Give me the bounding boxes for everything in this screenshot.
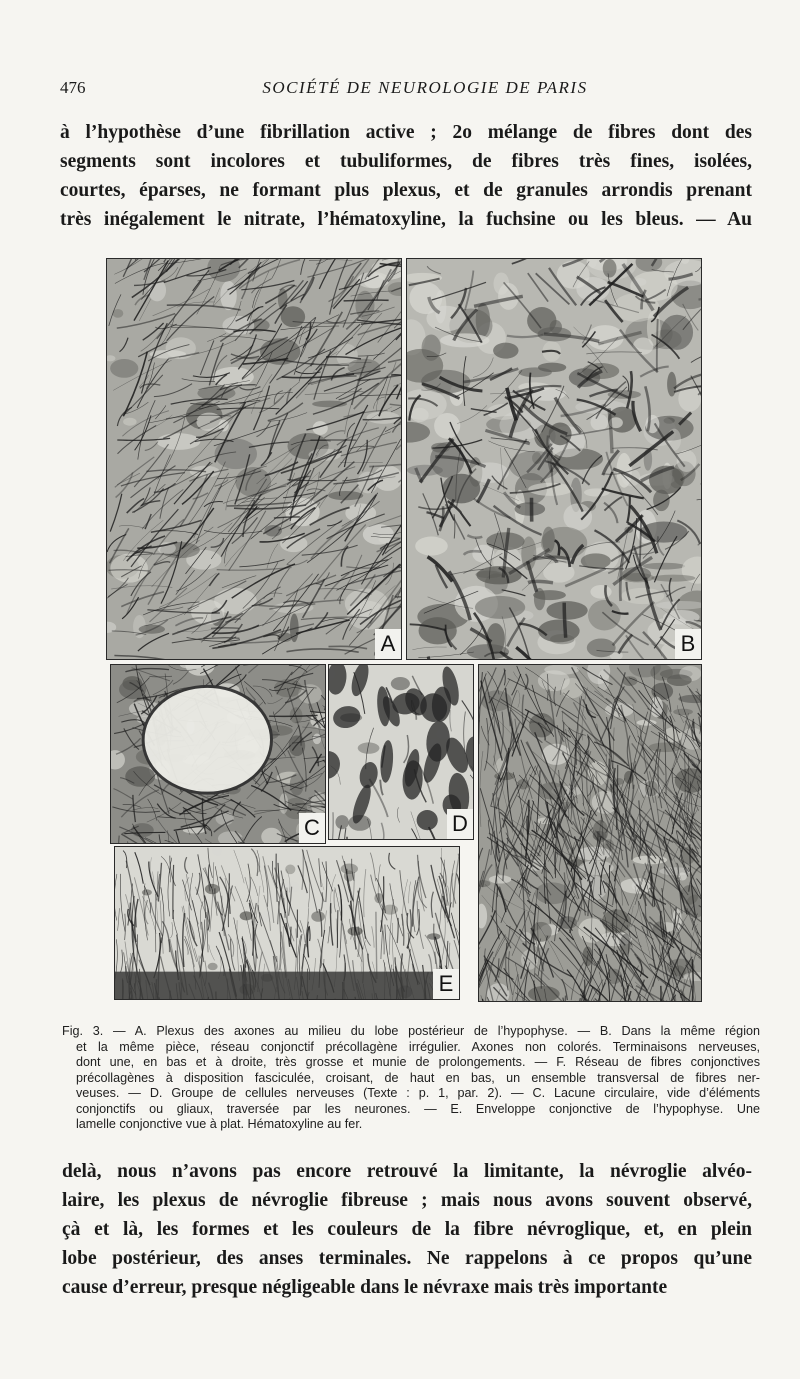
body-paragraph-top <box>60 118 752 234</box>
panel-label-b: B <box>675 629 701 659</box>
caption-line: lamelle conjonctive vue à plat. Hématoxyline au fer. <box>76 1117 363 1131</box>
caption-line: Fig. 3. — A. Plexus des axones au milieu du lobe postérieur de l’hypophyse. — B. Dans la même région <box>62 1024 760 1038</box>
micrograph-f-image <box>479 665 701 1001</box>
micrograph-panel-a <box>106 258 402 660</box>
caption-line: conjonctifs ou gliaux, traversée par les neurones. — E. Enveloppe conjonctive de l’hypophyse. Une <box>76 1101 760 1116</box>
text-line: courtes, éparses, ne formant plus plexus, et de granules arrondis prenant <box>60 180 752 201</box>
micrograph-panel-b <box>406 258 702 660</box>
text-line: segments sont incolores et tubuliformes, de fibres très fines, isolées, <box>60 151 752 172</box>
micrograph-c-image <box>111 665 325 843</box>
caption-line: veuses. — D. Groupe de cellules nerveuses (Texte : p. 1, par. 2). — C. Lacune circulaire, vide d’éléments <box>76 1086 760 1100</box>
figure-caption <box>62 1024 760 1133</box>
text-line: cause d’erreur, presque négligeable dans le névraxe mais très importante <box>62 1277 668 1298</box>
page-number: 476 <box>60 78 86 97</box>
text-line: delà, nous n’avons pas encore retrouvé la limitante, la névroglie alvéo- <box>62 1161 752 1182</box>
micrograph-panel-f <box>478 664 702 1002</box>
text-line: très inégalement le nitrate, l’hématoxyline, la fuchsine ou les bleus. — Au <box>60 209 752 230</box>
text-line: laire, les plexus de névroglie fibreuse ; mais nous avons souvent observé, <box>62 1190 752 1211</box>
micrograph-b-image <box>407 259 701 659</box>
text-line: à l’hypothèse d’une fibrillation active ; 2o mélange de fibres dont des <box>60 122 752 143</box>
panel-label-d: D <box>447 809 473 839</box>
running-head: SOCIÉTÉ DE NEUROLOGIE DE PARIS <box>262 78 588 97</box>
page-header <box>60 78 750 102</box>
micrograph-e-image <box>115 847 459 999</box>
text-line: lobe postérieur, des anses terminales. Ne rappelons à ce propos qu’une <box>62 1248 752 1269</box>
caption-line: et la même pièce, réseau conjonctif précollagène irrégulier. Axones non colorés. Terminaisons nerveuses, <box>76 1039 760 1054</box>
micrograph-panel-c <box>110 664 326 844</box>
caption-line: dont une, en bas et à droite, très grosse et munie de prolongements. — F. Réseau de fibres conjonctives <box>76 1055 760 1069</box>
body-paragraph-bottom <box>62 1157 752 1302</box>
micrograph-panel-e <box>114 846 460 1000</box>
panel-label-e: E <box>433 969 459 999</box>
caption-line: précollagènes à disposition fasciculée, croisant, de haut en bas, un ensemble transversal de fibres ner- <box>76 1070 760 1085</box>
text-line: çà et là, les formes et les couleurs de la fibre névroglique, et, en plein <box>62 1219 752 1240</box>
micrograph-panel-d <box>328 664 474 840</box>
panel-label-a: A <box>375 629 401 659</box>
panel-label-c: C <box>299 813 325 843</box>
figure-plate <box>106 258 702 1004</box>
micrograph-a-image <box>107 259 401 659</box>
